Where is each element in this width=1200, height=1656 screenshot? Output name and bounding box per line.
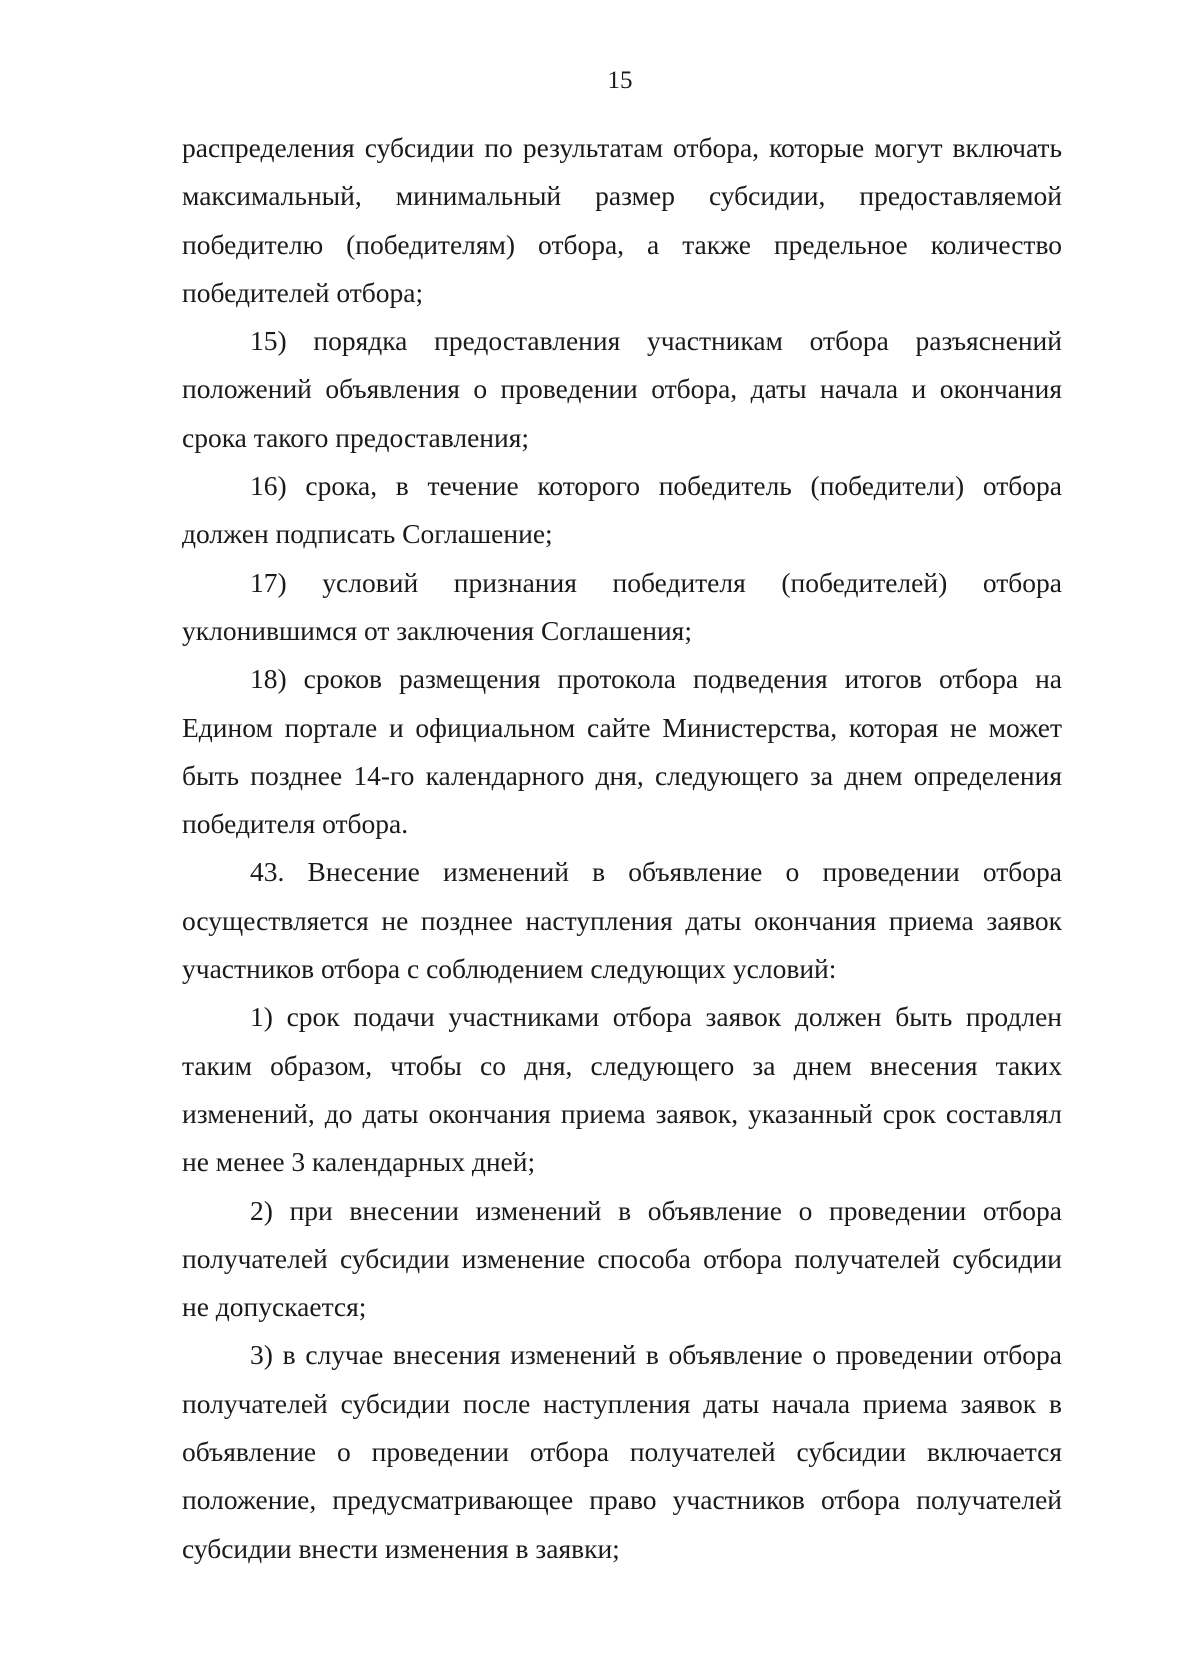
paragraph-continuation: распределения субсидии по результатам отбора, которые могут включать максимальный, минимальный размер субсидии, предоставляемой победителю (победителям) отбора, а также предельное количество победителей отбора;: [182, 132, 1062, 308]
paragraph-item-15: 15) порядка предоставления участникам отбора разъяснений положений объявления о проведении отбора, даты начала и окончания срока такого предоставления;: [182, 325, 1062, 453]
document-body: [182, 124, 1062, 1573]
page-number: 15: [607, 67, 633, 94]
paragraph-subitem-1: 1) срок подачи участниками отбора заявок должен быть продлен таким образом, чтобы со дня, следующего за днем внесения таких изменений, до даты окончания приема заявок, указанный срок составлял не менее 3 календарных дней;: [182, 1001, 1062, 1178]
paragraph-item-17: 17) условий признания победителя (победителей) отбора уклонившимся от заключения Соглашения;: [182, 566, 1062, 646]
paragraph-item-16: 16) срока, в течение которого победитель (победители) отбора должен подписать Соглашение;: [182, 470, 1062, 550]
paragraph-subitem-3: 3) в случае внесения изменений в объявление о проведении отбора получателей субсидии после наступления даты начала приема заявок в объявление о проведении отбора получателей субсидии включается положение, предусматривающее право участников отбора получателей субсидии внести изменения в заявки;: [182, 1339, 1062, 1564]
paragraph-item-18: 18) сроков размещения протокола подведения итогов отбора на Едином портале и официальном сайте Министерства, которая не может быть позднее 14-го календарного дня, следующего за днем определения победителя отбора.: [182, 663, 1062, 840]
paragraph-clause-43: 43. Внесение изменений в объявление о проведении отбора осуществляется не позднее наступления даты окончания приема заявок участников отбора с соблюдением следующих условий:: [182, 856, 1062, 985]
paragraph-subitem-2: 2) при внесении изменений в объявление о проведении отбора получателей субсидии изменение способа отбора получателей субсидии не допускается;: [182, 1194, 1062, 1323]
